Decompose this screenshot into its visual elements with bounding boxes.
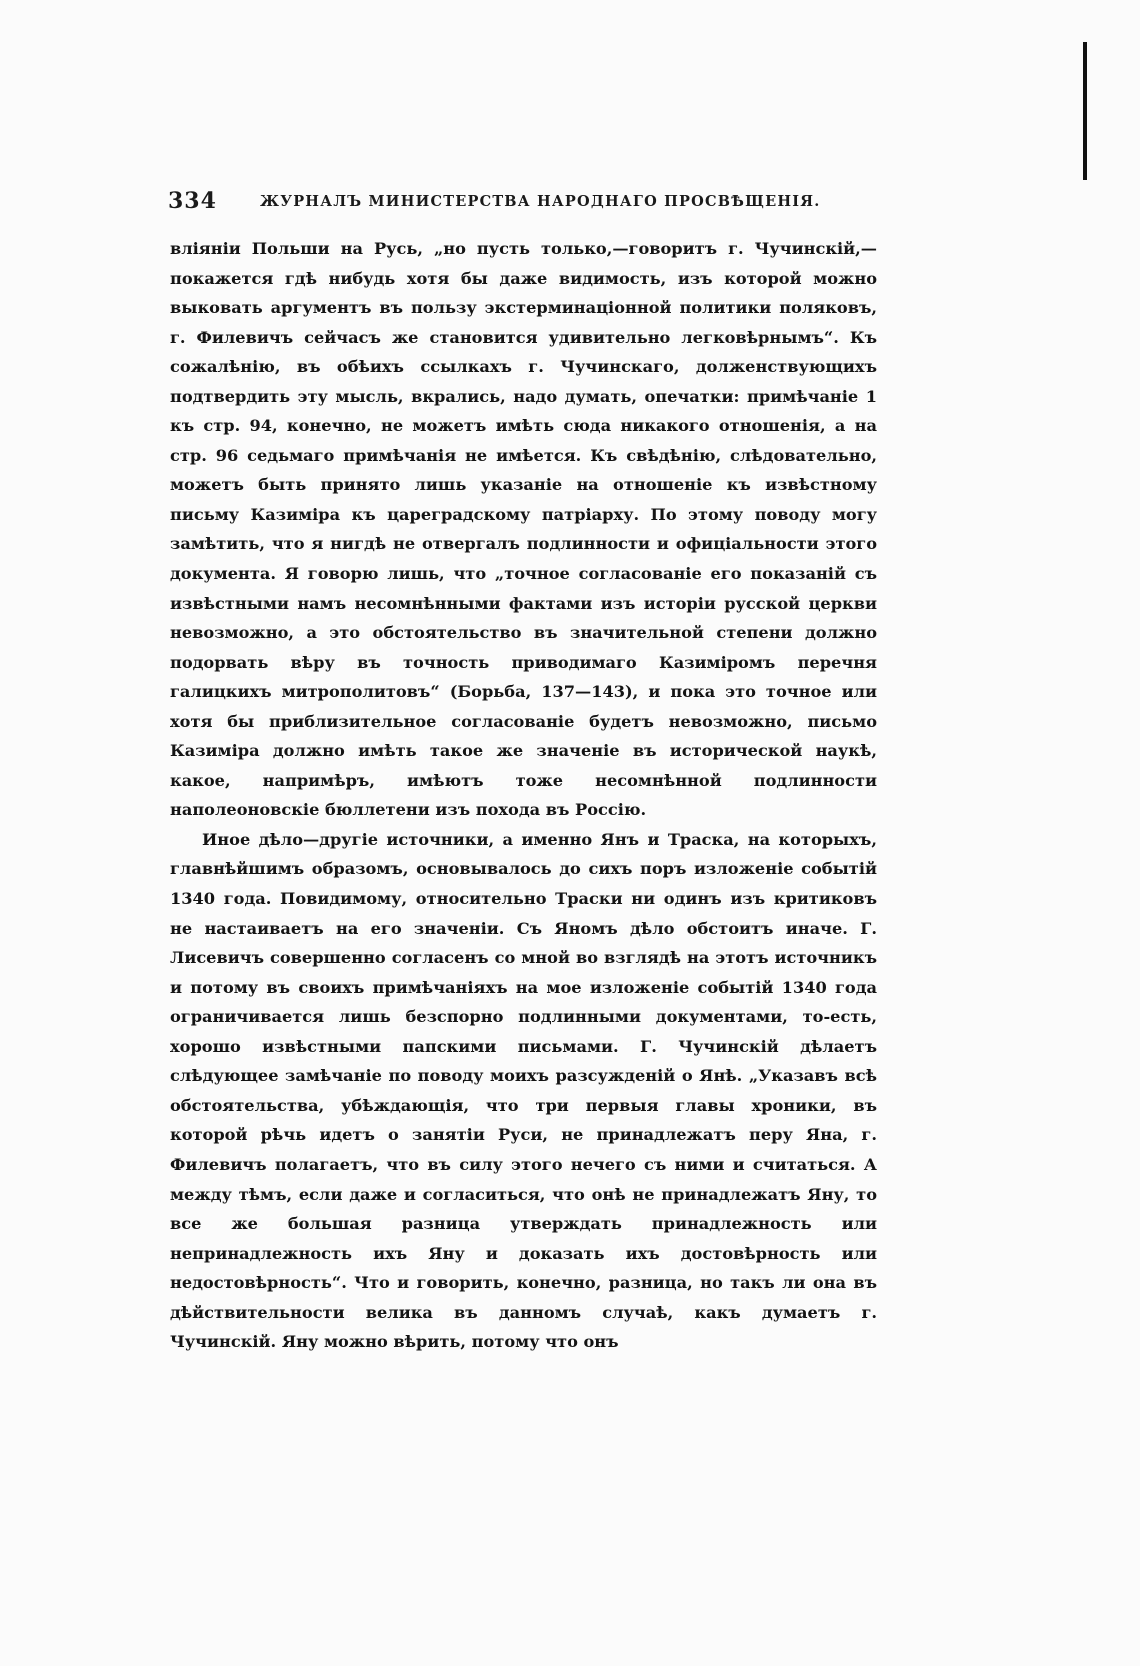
body-text <box>170 234 877 1357</box>
page-number: 334 <box>168 188 217 214</box>
journal-title: ЖУРНАЛЪ МИНИСТЕРСТВА НАРОДНАГО ПРОСВѢЩЕНІЯ. <box>260 193 821 210</box>
running-header <box>168 188 948 224</box>
paragraph-2: Иное дѣло—другіе источники, а именно Янъ и Траска, на которыхъ, главнѣйшимъ образомъ, основывалось до сихъ поръ изложеніе событій 1340 года. Повидимому, относительно Траски ни одинъ изъ критиковъ не настаиваетъ на его значеніи. Съ Яномъ дѣло обстоитъ иначе. Г. Лисевичъ совершенно согласенъ со мной во взглядѣ на этотъ источникъ и потому въ своихъ примѣчаніяхъ на мое изложеніе событій 1340 года ограничивается лишь безспорно подлинными документами, то-есть, хорошо извѣстными папскими письмами. Г. Чучинскій дѣлаетъ слѣдующее замѣчаніе по поводу моихъ разсужденій о Янѣ. „Указавъ всѣ обстоятельства, убѣждающія, что три первыя главы хроники, въ которой рѣчь идетъ о занятіи Руси, не принадлежатъ перу Яна, г. Филевичъ полагаетъ, что въ силу этого нечего съ ними и считаться. А между тѣмъ, если даже и согласиться, что онѣ не принадлежатъ Яну, то все же большая разница утверждать принадлежность или непринадлежность ихъ Яну и доказать ихъ достовѣрность или недостовѣрность“. Что и говорить, конечно, разница, но такъ ли она въ дѣйствительности велика въ данномъ случаѣ, какъ думаетъ г. Чучинскій. Яну можно вѣрить, потому что онъ <box>170 829 877 1352</box>
paragraph-1: вліяніи Польши на Русь, „но пусть только,—говоритъ г. Чучинскій,—покажется гдѣ нибудь хотя бы даже видимость, изъ которой можно выковать аргументъ въ пользу экстерминаціонной политики поляковъ, г. Филевичъ сейчасъ же становится удивительно легковѣрнымъ“. Къ сожалѣнію, въ обѣихъ ссылкахъ г. Чучинскаго, долженствующихъ подтвердить эту мысль, вкрались, надо думать, опечатки: примѣчаніе 1 къ стр. 94, конечно, не можетъ имѣть сюда никакого отношенія, а на стр. 96 седьмаго примѣчанія не имѣется. Къ свѣдѣнію, слѣдовательно, можетъ быть принято лишь указаніе на отношеніе къ извѣстному письму Казиміра къ цареградскому патріарху. По этому поводу могу замѣтить, что я нигдѣ не отвергалъ подлинности и офиціальности этого документа. Я говорю лишь, что „точное согласованіе его показаній съ извѣстными намъ несомнѣнными фактами изъ исторіи русской церкви невозможно, а это обстоятельство въ значительной степени должно подорвать вѣру въ точность приводимаго Казиміромъ перечня галицкихъ митрополитовъ“ (Борьба, 137—143), и пока это точное или хотя бы приблизительное согласованіе будетъ невозможно, письмо Казиміра должно имѣть такое же значеніе въ исторической наукѣ, какое, напримѣръ, имѣютъ тоже несомнѣнной подлинности наполеоновскіе бюллетени изъ похода въ Россію. <box>170 239 877 820</box>
page-edge-line <box>1083 42 1087 180</box>
